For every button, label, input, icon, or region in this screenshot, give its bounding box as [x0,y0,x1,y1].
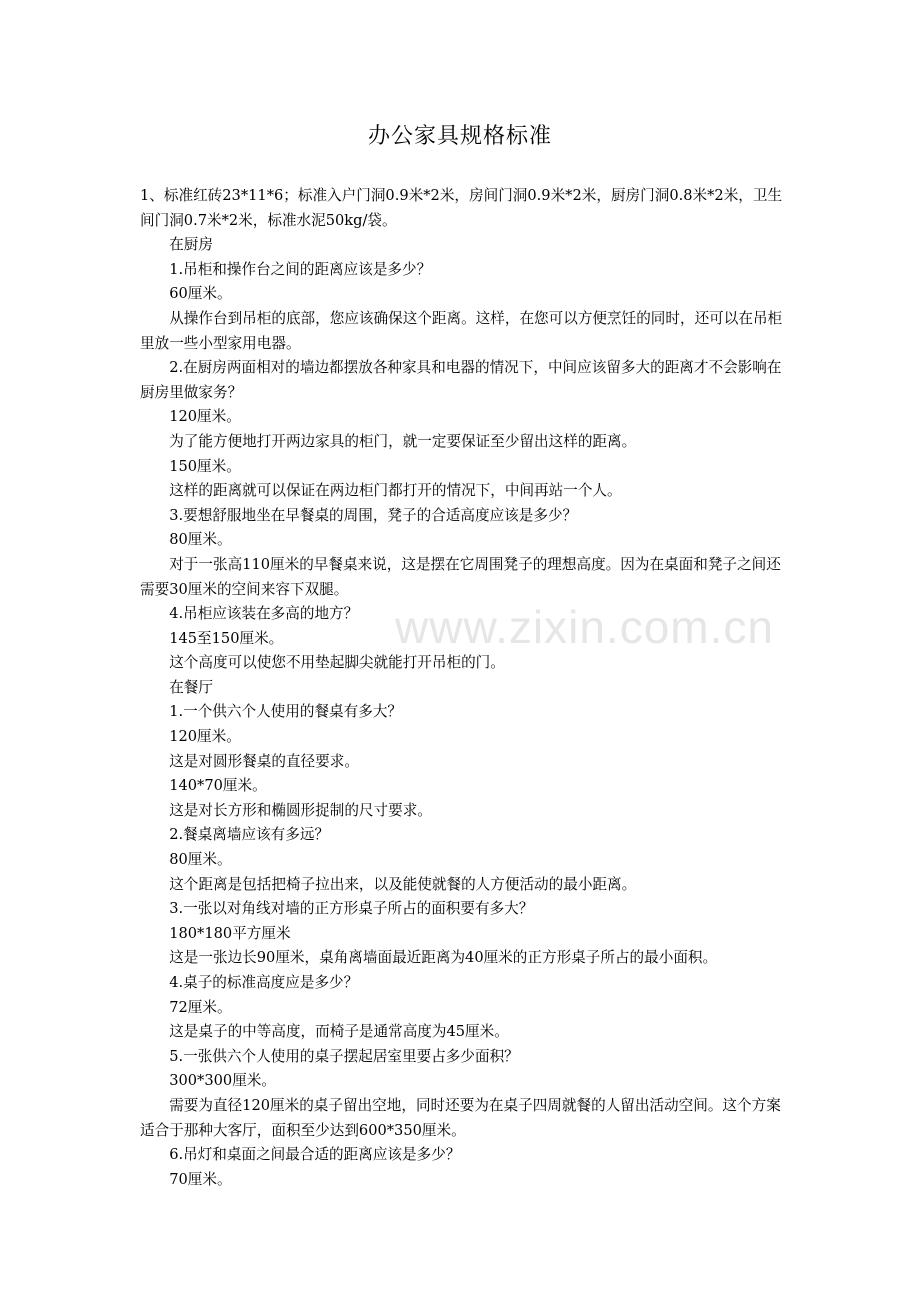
question-paragraph: 2.餐桌离墙应该有多远？ [169,826,330,844]
explanation-paragraph: 从操作台到吊柜的底部，您应该确保这个距离。这样，在您可以方便烹饪的同时，还可以在吊柜里放一些小型家用电器。 [140,309,783,352]
section-heading-kitchen: 在厨房 [169,236,213,254]
document-body [140,184,790,1192]
explanation-paragraph: 需要为直径120厘米的桌子留出空地，同时还要为在桌子四周就餐的人留出活动空间。这个方案适合于那种大客厅，面积至少达到600*350厘米。 [140,1096,781,1139]
answer-paragraph: 80厘米。 [169,851,232,869]
question-paragraph: 1.吊柜和操作台之间的距离应该是多少？ [169,260,432,278]
question-paragraph: 2.在厨房两面相对的墙边都摆放各种家具和电器的情况下，中间应该留多大的距离才不会影响在厨房里做家务？ [140,359,782,401]
page-title: 办公家具规格标准 [367,124,552,149]
explanation-paragraph: 这是桌子的中等高度，而椅子是通常高度为45厘米。 [169,1023,509,1041]
question-paragraph: 1.一个供六个人使用的餐桌有多大？ [169,703,403,721]
answer-paragraph: 120厘米。 [169,408,241,426]
answer-paragraph: 120厘米。 [169,728,241,746]
question-paragraph: 3.要想舒服地坐在早餐桌的周围，凳子的合适高度应该是多少？ [169,506,578,524]
explanation-paragraph: 这个高度可以使您不用垫起脚尖就能打开吊柜的门。 [169,654,505,672]
intro-paragraph: 1、标准红砖23*11*6；标准入户门洞0.9米*2米，房间门洞0.9米*2米，厨房门洞0.8米*2米，卫生间门洞0.7米*2米，标准水泥50kg/袋。 [140,187,783,229]
answer-paragraph: 300*300厘米。 [169,1072,276,1090]
answer-paragraph: 70厘米。 [169,1170,232,1188]
question-paragraph: 4.桌子的标准高度应是多少？ [169,974,359,991]
watermark: www.zixin.com.cn [395,601,774,653]
answer-paragraph: 140*70厘米。 [169,777,267,795]
explanation-paragraph: 这个距离是包括把椅子拉出来，以及能使就餐的人方便活动的最小距离。 [169,875,637,893]
question-paragraph: 3.一张以对角线对墙的正方形桌子所占的面积要有多大？ [169,900,534,918]
answer-paragraph: 60厘米。 [169,285,232,303]
answer-paragraph: 180*180平方厘米 [169,924,291,942]
explanation-paragraph: 对于一张高110厘米的早餐桌来说，这是摆在它周围凳子的理想高度。因为在桌面和凳子之间还需要30厘米的空间来容下双腿。 [140,555,781,598]
answer-paragraph: 80厘米。 [169,531,232,549]
answer-paragraph: 150厘米。 [169,457,241,475]
answer-paragraph: 72厘米。 [169,998,232,1016]
section-heading-dining: 在餐厅 [169,678,213,696]
question-paragraph: 5.一张供六个人使用的桌子摆起居室里要占多少面积？ [169,1047,519,1065]
explanation-paragraph: 这样的距离就可以保证在两边柜门都打开的情况下，中间再站一个人。 [169,482,622,500]
question-paragraph: 4.吊柜应该装在多高的地方？ [169,605,359,623]
explanation-paragraph: 为了能方便地打开两边家具的柜门，就一定要保证至少留出这样的距离。 [169,432,637,450]
explanation-paragraph: 这是一张边长90厘米，桌角离墙面最近距离为40厘米的正方形桌子所占的最小面积。 [169,949,718,967]
answer-paragraph: 145至150厘米。 [169,629,284,647]
question-paragraph: 6.吊灯和桌面之间最合适的距离应该是多少？ [169,1146,461,1164]
explanation-paragraph: 这是对长方形和椭圆形捉制的尺寸要求。 [169,801,432,819]
explanation-paragraph: 这是对圆形餐桌的直径要求。 [169,752,359,770]
